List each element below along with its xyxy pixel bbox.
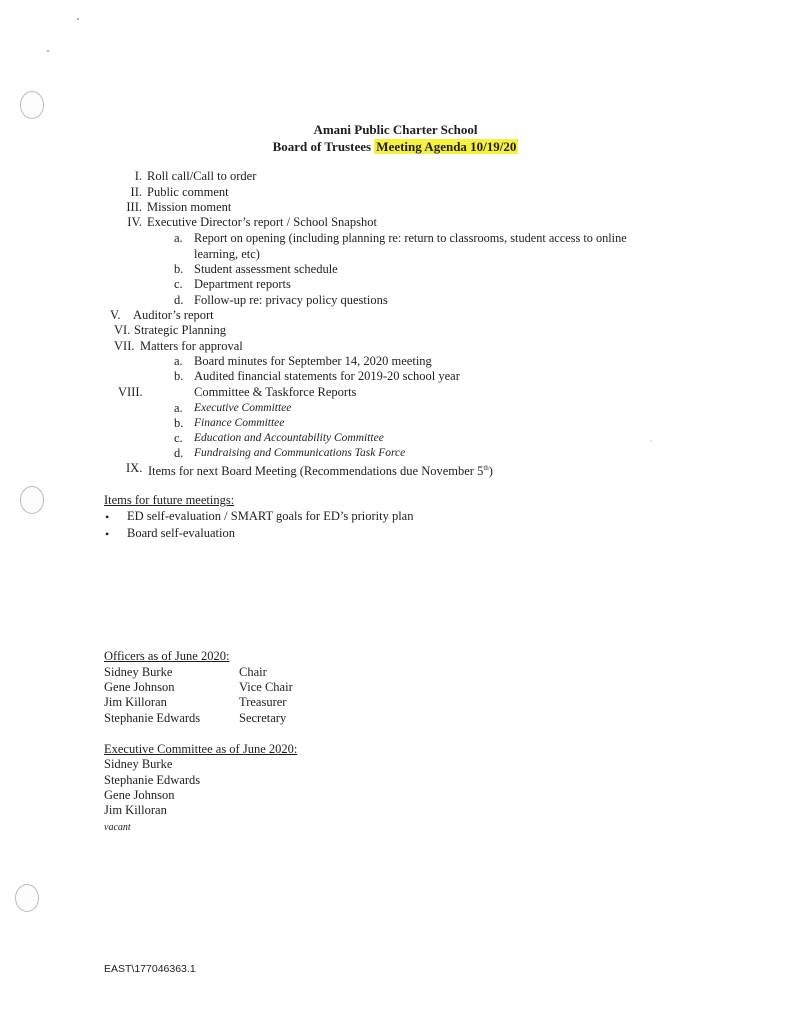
- committee-member: Stephanie Edwards: [104, 773, 201, 787]
- scan-speck: [77, 18, 79, 20]
- officer-name: Gene Johnson: [104, 680, 175, 694]
- sub-item-text: Audited financial statements for 2019-20 school year: [194, 369, 460, 383]
- document-id: EAST\177046363.1: [104, 963, 196, 975]
- future-item: ED self-evaluation / SMART goals for ED’s priority plan: [127, 509, 414, 523]
- punch-hole-bottom: [15, 884, 39, 912]
- sub-item-num: c.: [174, 431, 183, 445]
- agenda-item-text: Roll call/Call to order: [147, 169, 257, 183]
- sub-item-num: a.: [174, 231, 183, 245]
- sub-item-num: a.: [174, 354, 183, 368]
- committee-member: Jim Killoran: [104, 803, 167, 817]
- agenda-item-text: Auditor’s report: [133, 308, 214, 322]
- sub-item-text: Board minutes for September 14, 2020 meeting: [194, 354, 432, 368]
- sub-item-text: Student assessment schedule: [194, 262, 338, 276]
- agenda-item-text: [148, 461, 493, 479]
- agenda-item-num: VIII.: [118, 385, 143, 399]
- agenda-item-text: Committee & Taskforce Reports: [194, 385, 357, 399]
- agenda-item-num: I.: [134, 169, 142, 183]
- school-name: Amani Public Charter School: [313, 122, 478, 137]
- agenda-item-text: Matters for approval: [140, 339, 243, 353]
- officer-name: Jim Killoran: [104, 695, 167, 709]
- title-prefix: Board of Trustees: [272, 139, 375, 154]
- sub-item-text: Education and Accountability Committee: [194, 432, 384, 444]
- agenda-item-num: V.: [110, 308, 121, 322]
- sub-item-num: b.: [174, 416, 184, 430]
- punch-hole-top: [20, 91, 44, 119]
- officers-heading: Officers as of June 2020:: [104, 649, 230, 663]
- scan-speck: [650, 440, 652, 442]
- sub-item-num: a.: [174, 401, 183, 415]
- bullet-glyph: •: [105, 510, 110, 524]
- officer-name: Sidney Burke: [104, 665, 173, 679]
- committee-member: Gene Johnson: [104, 788, 175, 802]
- agenda-item-text-tail: ): [488, 464, 493, 479]
- title-highlight: Meeting Agenda 10/19/20: [376, 139, 517, 154]
- agenda-item-num: VI.: [114, 323, 131, 337]
- agenda-item-num: VII.: [114, 339, 135, 353]
- sub-item-text: Finance Committee: [194, 417, 285, 429]
- agenda-item-num: IX.: [126, 461, 143, 475]
- page-title: [0, 139, 791, 155]
- agenda-item-text: Mission moment: [147, 200, 232, 214]
- sub-item-num: b.: [174, 369, 184, 383]
- sub-item-text: Report on opening (including planning re: return to classrooms, student access to online: [194, 231, 627, 245]
- officer-role: Vice Chair: [239, 680, 293, 694]
- officer-role: Treasurer: [239, 695, 287, 709]
- committee-vacant: vacant: [104, 822, 131, 833]
- punch-hole-middle: [20, 486, 44, 514]
- agenda-item-text-main: Items for next Board Meeting (Recommendations due November 5: [148, 464, 484, 479]
- agenda-item-num: IV.: [127, 215, 142, 229]
- sub-item-text: Fundraising and Communications Task Force: [194, 447, 406, 459]
- ordinal-suffix: th: [483, 464, 489, 472]
- sub-item-continuation: learning, etc): [194, 247, 260, 261]
- sub-item-text: Follow-up re: privacy policy questions: [194, 293, 388, 307]
- sub-item-num: c.: [174, 277, 183, 291]
- officer-name: Stephanie Edwards: [104, 711, 201, 725]
- agenda-item-text: Strategic Planning: [134, 323, 226, 337]
- sub-item-text: Executive Committee: [194, 402, 292, 414]
- sub-item-num: d.: [174, 293, 184, 307]
- agenda-item-text: Executive Director’s report / School Snapshot: [147, 215, 377, 229]
- future-items-heading: Items for future meetings:: [104, 493, 235, 507]
- sub-item-text: Department reports: [194, 277, 291, 291]
- agenda-item-text: Public comment: [147, 185, 229, 199]
- sub-item-num: d.: [174, 446, 184, 460]
- agenda-item-num: III.: [126, 200, 142, 214]
- scan-speck: [47, 50, 49, 52]
- future-item: Board self-evaluation: [127, 526, 235, 540]
- officer-role: Secretary: [239, 711, 287, 725]
- officer-role: Chair: [239, 665, 267, 679]
- sub-item-num: b.: [174, 262, 184, 276]
- bullet-glyph: •: [105, 527, 110, 541]
- exec-committee-heading: Executive Committee as of June 2020:: [104, 742, 298, 756]
- committee-member: Sidney Burke: [104, 757, 173, 771]
- agenda-item-num: II.: [130, 185, 142, 199]
